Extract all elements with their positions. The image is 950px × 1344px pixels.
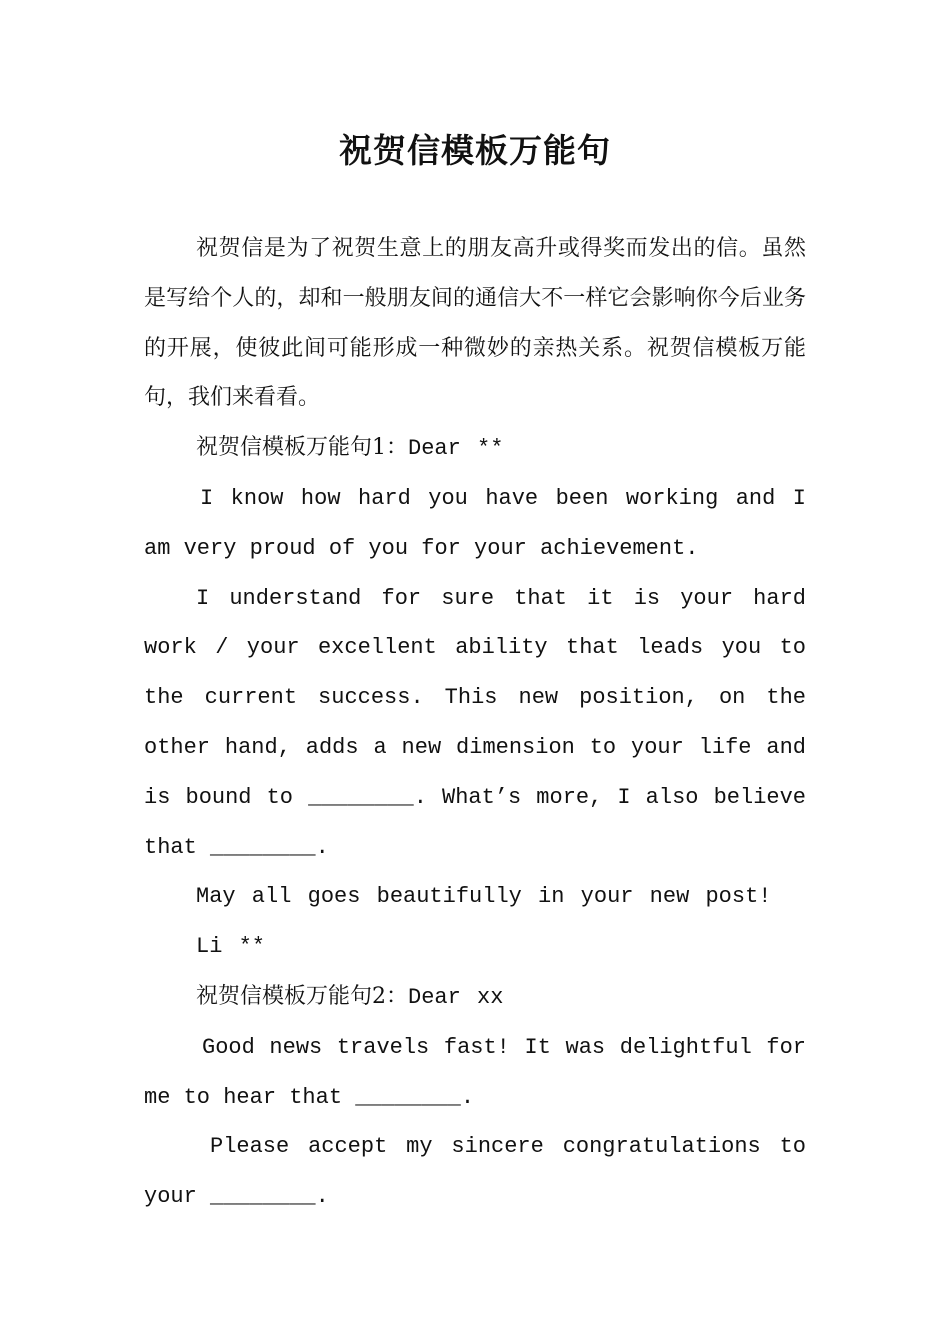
template1-signature: Li ** bbox=[196, 934, 266, 960]
template2-paragraph-2: Please accept my sincere congratulations to your ________. bbox=[144, 1134, 806, 1210]
template2-heading bbox=[144, 972, 806, 1023]
template1-paragraph-3: May all goes beautifully in your new post! bbox=[196, 884, 772, 910]
template2-paragraph-1: Good news travels fast! It was delightful for me to hear that ________. bbox=[144, 1034, 806, 1110]
document-body bbox=[144, 224, 806, 1222]
template1-heading bbox=[144, 423, 806, 474]
template1-paragraph-2: I understand for sure that it is your hard work / your excellent ability that leads you to the current success. This new position, on the other hand, adds a new dimension to your life and is bound to ________. What’s more, I also believe that ________. bbox=[144, 585, 806, 860]
template2-heading-label: 祝贺信模板万能句2： bbox=[196, 983, 408, 1009]
template1-salutation: Dear ** bbox=[408, 436, 504, 462]
template1-paragraph-1: I know how hard you have been working and I am very proud of you for your achievement. bbox=[144, 485, 806, 561]
intro-paragraph: 祝贺信是为了祝贺生意上的朋友高升或得奖而发出的信。虽然是写给个人的，却和一般朋友间的通信大不一样它会影响你今后业务的开展，使彼此间可能形成一种微妙的亲热关系。祝贺信模板万能句，我们来看看。 bbox=[144, 236, 806, 411]
template1-heading-label: 祝贺信模板万能句1： bbox=[196, 435, 408, 461]
template2-salutation: Dear xx bbox=[408, 984, 504, 1010]
document-title: 祝贺信模板万能句 bbox=[339, 131, 611, 170]
